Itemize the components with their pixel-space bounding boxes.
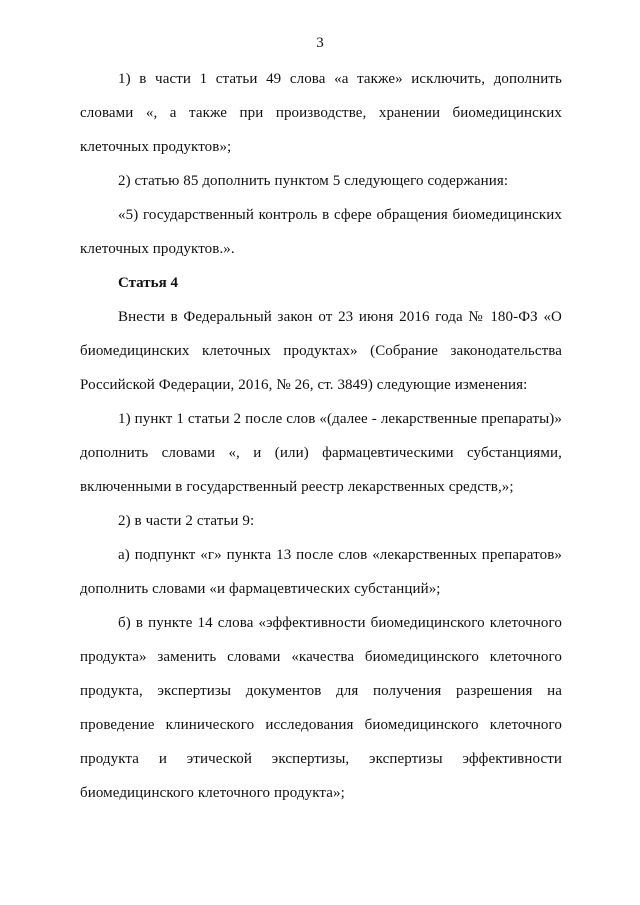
paragraph-article3-item1: 1) в части 1 статьи 49 слова «а также» исключить, дополнить словами «, а также при производстве, хранении биомедицинских клеточных продуктов»;	[80, 71, 562, 155]
page-number: 3	[316, 35, 324, 51]
paragraph-article4-item2b: б) в пункте 14 слова «эффективности биомедицинского клеточного продукта» заменить словами «качества биомедицинского клеточного продукта, экспертизы документов для получения разрешения на проведение клинического исследования биомедицинского клеточного продукта и этической экспертизы, экспертизы эффективности биомедицинского клеточного продукта»;	[80, 615, 562, 801]
article-heading: Статья 4	[118, 275, 178, 291]
paragraph-article3-item2-text: «5) государственный контроль в сфере обращения биомедицинских клеточных продуктов.».	[80, 207, 562, 257]
paragraph-article3-item2: 2) статью 85 дополнить пунктом 5 следующего содержания:	[118, 173, 509, 189]
paragraph-article4-item1: 1) пункт 1 статьи 2 после слов «(далее - лекарственные препараты)» дополнить словами «, и (или) фармацевтическими субстанциями, включенными в государственный реестр лекарственных средств,»;	[80, 411, 562, 495]
paragraph-article4-item2a: а) подпункт «г» пункта 13 после слов «лекарственных препаратов» дополнить словами «и фармацевтических субстанций»;	[80, 547, 562, 597]
paragraph-article4-item2: 2) в части 2 статьи 9:	[118, 513, 255, 529]
paragraph-article4-intro: Внести в Федеральный закон от 23 июня 2016 года № 180-ФЗ «О биомедицинских клеточных продуктах» (Собрание законодательства Российской Федерации, 2016, № 26, ст. 3849) следующие изменения:	[80, 309, 562, 393]
